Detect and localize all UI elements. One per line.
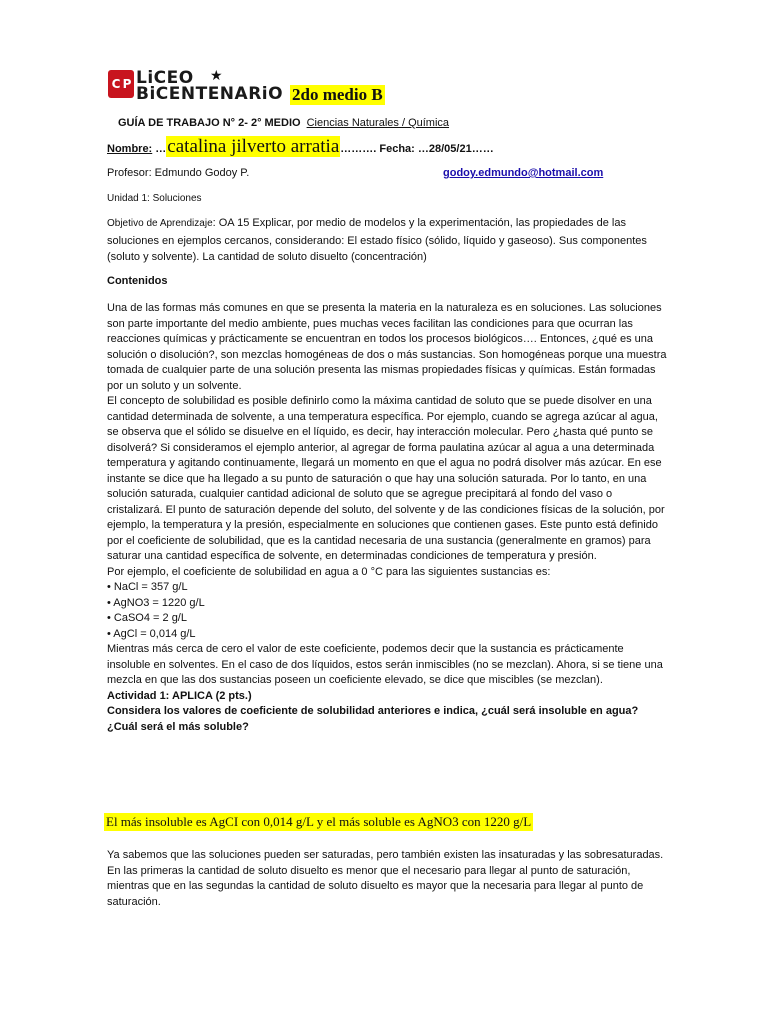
teacher-label: Profesor: Edmundo Godoy P.	[107, 167, 250, 179]
grade-label: 2do medio B	[292, 85, 383, 104]
objective-paragraph	[107, 215, 667, 266]
activity-label: Actividad 1: APLICA (2 pts.)	[107, 689, 252, 702]
date-text: ………. Fecha: …28/05/21……	[340, 143, 494, 155]
objective-label: Objetivo de Aprendizaje	[107, 218, 213, 229]
name-prefix: …	[152, 143, 167, 155]
student-name: catalina jilverto arratia	[167, 136, 340, 157]
guide-title: GUÍA DE TRABAJO N° 2- 2° MEDIO	[118, 117, 301, 129]
name-label: Nombre:	[107, 143, 153, 155]
list-item: • AgCl = 0,014 g/L	[107, 627, 196, 640]
list-item: • NaCl = 357 g/L	[107, 581, 188, 593]
school-logo-line2: BiCENTENARiO	[136, 84, 284, 104]
school-logo-badge: C P	[108, 70, 134, 98]
student-row	[107, 136, 494, 158]
body-text	[107, 301, 667, 735]
paragraph-solubility: El concepto de solubilidad es posible definirlo como la máxima cantidad de soluto que se puede disolver en una cantidad determinada de solvente, a una temperatura específica. Por ejemplo, cuando se agrega azúcar al agua, se observa que el sólido se disuelve en el líquido, es decir, hay interacción molecular. Pero ¿hasta qué punto se disolverá? Si consideramos el ejemplo anterior, al agregar de forma paulatina azúcar al agua a una determinada temperatura y agitando continuamente, llegará un momento en que el agua no podrá disolver más azúcar. En ese instante se dice que ha llegado a su punto de saturación o que hay una solución saturada. Por lo tanto, en una solución saturada, cualquier cantidad adicional de soluto que se agregue precipitará al fondo del vaso o cristalizará. El punto de saturación depende del soluto, del solvente y de las condiciones físicas de la solución, por ejemplo, la temperatura y la presión, especialmente en soluciones que contienen gases. Este punto está definido por el coeficiente de solubilidad, que es la cantidad necesaria de una sustancia (generalmente en gramos) para saturar una cantidad específica de solvente, en determinadas condiciones de temperatura y presión.	[107, 395, 665, 562]
activity-question: Considera los valores de coeficiente de solubilidad anteriores e indica, ¿cuál será insoluble en agua? ¿Cuál será el más soluble?	[107, 705, 639, 733]
unit-title: Unidad 1: Soluciones	[107, 193, 202, 204]
student-answer: El más insoluble es AgCI con 0,014 g/L y el más soluble es AgNO3 con 1220 g/L	[106, 814, 532, 829]
list-item: • CaSO4 = 2 g/L	[107, 612, 187, 624]
objective-text: : OA 15 Explicar, por medio de modelos y la experimentación, las propiedades de las soluciones en ejemplos cercanos, considerando: El estado físico (sólido, líquido y gaseoso). Sus componentes (soluto y solvente). La cantidad de soluto disuelto (concentración)	[107, 217, 647, 263]
paragraph-miscibility: Mientras más cerca de cero el valor de este coeficiente, podemos decir que la sustancia es prácticamente insoluble en solventes. En el caso de dos líquidos, estos serán inmiscibles (no se mezclan). Ahora, si se tiene una mezcla en que las dos sustancias poseen un coeficiente elevado, se dice que miscibles (se mezclan).	[107, 643, 663, 686]
paragraph-intro: Una de las formas más comunes en que se presenta la materia en la naturaleza es en soluciones. Las soluciones son parte importante del medio ambiente, pues muchas veces facilitan las condiciones para que ocurran las reacciones químicas y prácticamente se encuentran en todos los procesos biológicos…. Entonces, ¿qué es una solución o disolución?, son mezclas homogéneas de dos o más sustancias. Son homogéneas porque una muestra tomada de cualquier parte de una solución presenta las mismas propiedades físicas y químicas. Están formadas por un soluto y un solvente.	[107, 302, 667, 392]
guide-title-row	[118, 117, 449, 129]
guide-subject: Ciencias Naturales / Química	[306, 117, 450, 129]
school-logo-line1: LiCEO	[136, 68, 194, 88]
list-item: • AgNO3 = 1220 g/L	[107, 596, 205, 609]
teacher-email-link[interactable]: godoy.edmundo@hotmail.com	[443, 167, 604, 179]
paragraph-example: Por ejemplo, el coeficiente de solubilidad en agua a 0 °C para las siguientes sustancias es:	[107, 565, 551, 578]
paragraph-saturation-types: Ya sabemos que las soluciones pueden ser saturadas, pero también existen las insaturadas y las sobresaturadas. En las primeras la cantidad de soluto disuelto es menor que el necesario para llegar al punto de saturación, mientras que en las segundas la cantidad de soluto disuelto es mayor que la necesaria para llegar al punto de saturación.	[107, 849, 664, 908]
star-icon: ★	[210, 67, 223, 83]
contents-heading: Contenidos	[107, 275, 168, 287]
